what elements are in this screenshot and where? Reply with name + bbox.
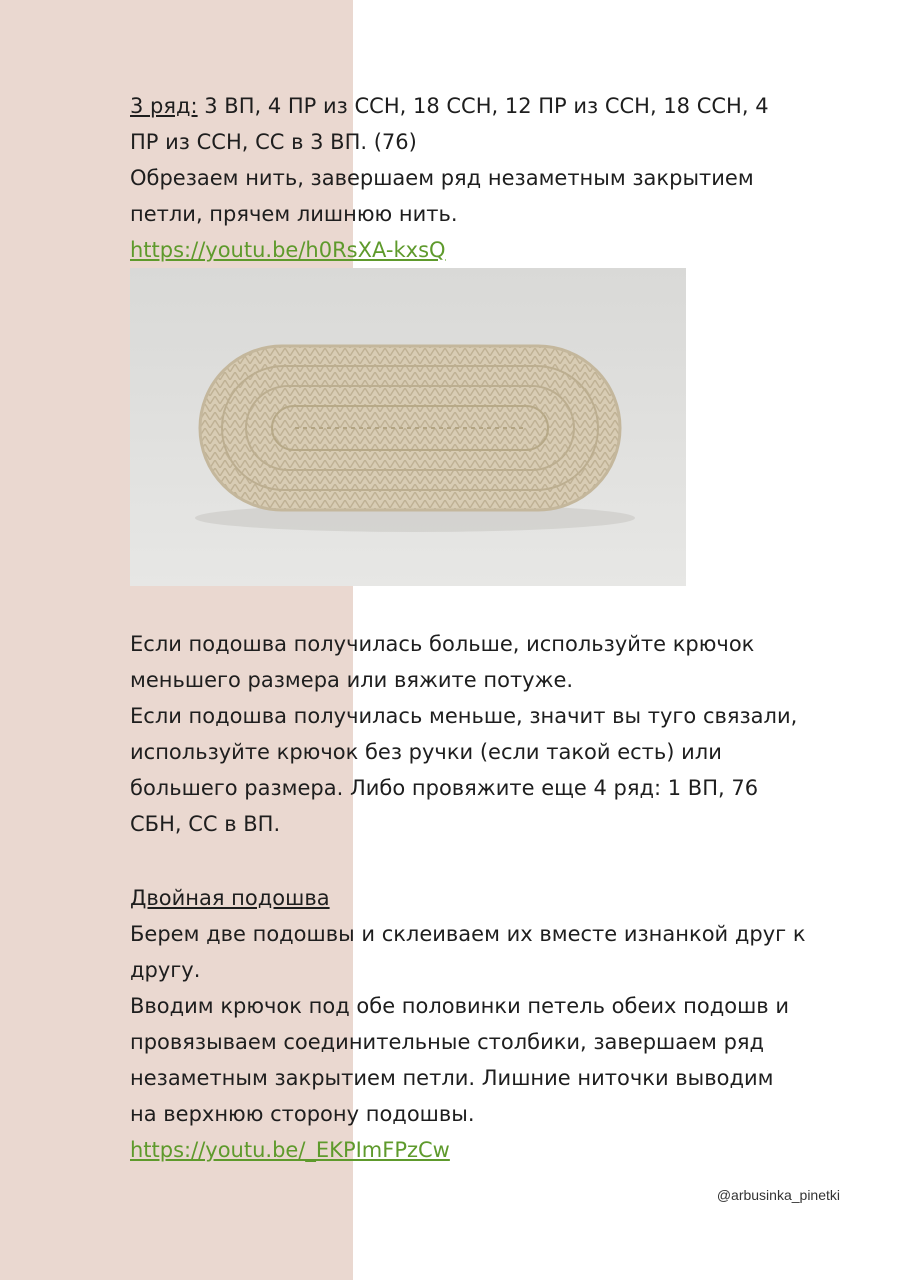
row3-text: 3 ВП, 4 ПР из ССН, 18 ССН, 12 ПР из ССН, 18 ССН, 4 ПР из ССН, СС в 3 ВП. (76) <box>130 94 769 154</box>
crochet-sole-photo <box>130 268 686 586</box>
row3-instruction <box>130 88 850 160</box>
double-sole-p2: Вводим крючок под обе половинки петель обеих подошв и провязываем соединительные столбики, завершаем ряд незаметным закрытием петли. Лишние ниточки выводим на верхнюю сторону подошвы. <box>130 994 790 1126</box>
sole-illustration <box>130 268 686 586</box>
double-sole-p1: Берем две подошвы и склеиваем их вместе изнанкой друг к другу. <box>130 922 806 982</box>
tip-smaller: Если подошва получилась меньше, значит вы туго связали, используйте крючок без ручки (если такой есть) или большего размера. Либо провяжите еще 4 ряд: 1 ВП, 76 СБН, СС в ВП. <box>130 704 798 836</box>
tip-bigger: Если подошва получилась больше, используйте крючок меньшего размера или вяжите потуже. <box>130 632 755 692</box>
double-sole-heading: Двойная подошва <box>130 886 330 910</box>
double-sole-video-link[interactable]: https://youtu.be/_EKPImFPzCw <box>130 1138 450 1162</box>
double-sole-section <box>130 880 870 1168</box>
size-tips <box>130 626 870 842</box>
row3-label: 3 ряд: <box>130 94 198 118</box>
row3-section <box>130 88 850 268</box>
row3-video-link[interactable]: https://youtu.be/h0RsXA-kxsQ <box>130 238 446 262</box>
row3-finish-text: Обрезаем нить, завершаем ряд незаметным закрытием петли, прячем лишнюю нить. <box>130 166 754 226</box>
author-watermark: @arbusinka_pinetki <box>716 1187 840 1203</box>
